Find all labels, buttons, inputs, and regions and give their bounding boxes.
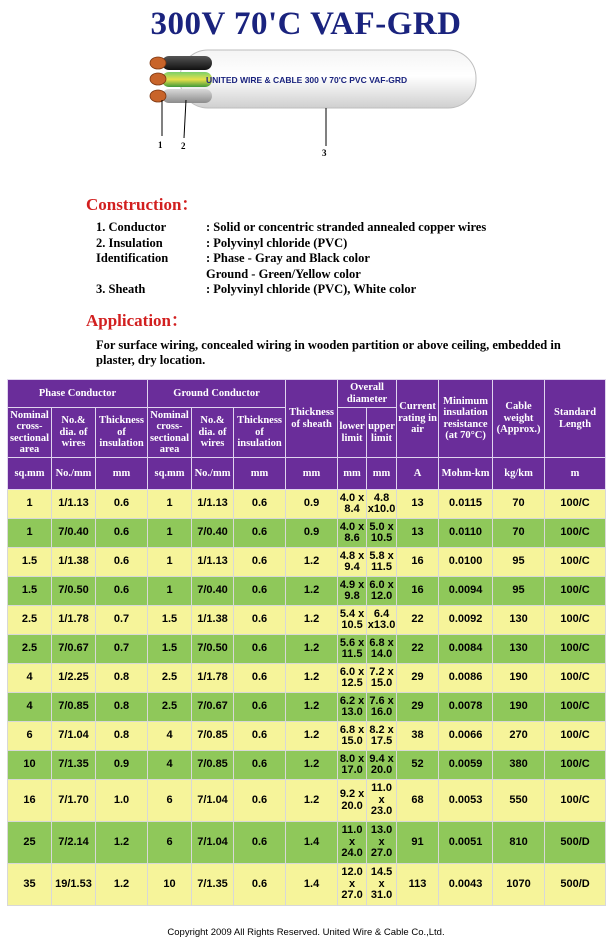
table-cell: 0.0094 (439, 577, 493, 606)
table-cell: 1.2 (286, 606, 338, 635)
table-row (8, 606, 606, 635)
table-cell: 1/1.13 (192, 548, 234, 577)
table-cell: 100/C (545, 519, 606, 548)
construction-list (96, 220, 486, 298)
table-cell: 130 (493, 606, 545, 635)
header-current-rating: Current rating in air (397, 380, 439, 458)
table-row (8, 577, 606, 606)
table-row (8, 664, 606, 693)
table-cell: 4 (148, 751, 192, 780)
header-phase-conductor: Phase Conductor (8, 380, 148, 408)
table-cell: 7.6 x 16.0 (367, 693, 397, 722)
table-cell: 1.2 (286, 577, 338, 606)
table-row (8, 548, 606, 577)
table-cell: 0.0059 (439, 751, 493, 780)
table-cell: 1.4 (286, 822, 338, 864)
table-cell: 10 (8, 751, 52, 780)
table-cell: 7/1.04 (52, 722, 96, 751)
table-cell: 0.8 (96, 722, 148, 751)
table-cell: 5.0 x 10.5 (367, 519, 397, 548)
table-cell: 0.6 (234, 822, 286, 864)
table-cell: 95 (493, 548, 545, 577)
table-cell: 380 (493, 751, 545, 780)
table-cell: 1.5 (148, 635, 192, 664)
table-cell: 0.6 (234, 722, 286, 751)
table-cell: 0.0066 (439, 722, 493, 751)
construction-key: 2. Insulation (96, 235, 163, 250)
table-cell: 1 (148, 577, 192, 606)
table-cell: 1/1.38 (192, 606, 234, 635)
table-cell: 1.2 (96, 822, 148, 864)
table-cell: 95 (493, 577, 545, 606)
table-row (8, 635, 606, 664)
table-cell: 10 (148, 864, 192, 906)
construction-value: : Polyvinyl chloride (PVC) (206, 235, 348, 250)
table-cell: 7/1.04 (192, 822, 234, 864)
table-cell: 1.2 (96, 864, 148, 906)
table-cell: 13.0 x 27.0 (367, 822, 397, 864)
header-thickness-sheath: Thickness of sheath (286, 380, 338, 458)
table-cell: 2.5 (148, 664, 192, 693)
callout-2: 2 (181, 141, 186, 151)
unit-mm: mm (338, 458, 367, 490)
header-overall-diameter: Overall diameter (338, 380, 397, 408)
table-cell: 13 (397, 490, 439, 519)
table-cell: 91 (397, 822, 439, 864)
callout-3: 3 (322, 148, 327, 158)
table-cell: 0.6 (234, 635, 286, 664)
table-cell: 7/0.40 (52, 519, 96, 548)
unit-m: m (545, 458, 606, 490)
application-text: For surface wiring, concealed wiring in wooden partition or above ceiling, embedded in plaster, dry location. (96, 338, 561, 367)
table-cell: 6.8 x 15.0 (338, 722, 367, 751)
table-cell: 1.2 (286, 664, 338, 693)
unit-nomm: No./mm (52, 458, 96, 490)
construction-value: : Phase - Gray and Black color (206, 251, 370, 265)
table-cell: 7/0.40 (192, 577, 234, 606)
table-cell: 0.0092 (439, 606, 493, 635)
table-cell: 1.2 (286, 751, 338, 780)
table-cell: 13 (397, 519, 439, 548)
table-row (8, 693, 606, 722)
table-cell: 0.6 (234, 751, 286, 780)
table-cell: 1 (148, 519, 192, 548)
table-cell: 22 (397, 635, 439, 664)
header-thickness-insulation: Thickness of insulation (234, 408, 286, 458)
table-cell: 4 (8, 693, 52, 722)
table-cell: 14.5 x 31.0 (367, 864, 397, 906)
table-cell: 6.4 x13.0 (367, 606, 397, 635)
table-cell: 0.0078 (439, 693, 493, 722)
callout-1: 1 (158, 140, 163, 150)
table-cell: 9.2 x 20.0 (338, 780, 367, 822)
header-upper-limit: upper limit (367, 408, 397, 458)
table-cell: 100/C (545, 577, 606, 606)
table-row (8, 490, 606, 519)
table-cell: 190 (493, 693, 545, 722)
unit-sqmm: sq.mm (148, 458, 192, 490)
table-cell: 1/1.38 (52, 548, 96, 577)
table-cell: 6.0 x 12.0 (367, 577, 397, 606)
table-cell: 0.0115 (439, 490, 493, 519)
table-cell: 1.4 (286, 864, 338, 906)
table-cell: 100/C (545, 722, 606, 751)
construction-row (96, 282, 486, 298)
table-cell: 0.6 (96, 490, 148, 519)
table-cell: 6 (8, 722, 52, 751)
table-cell: 1/1.13 (192, 490, 234, 519)
construction-value: : Polyvinyl chloride (PVC), White color (206, 282, 417, 296)
construction-heading: Construction： (86, 195, 199, 214)
table-cell: 1.2 (286, 635, 338, 664)
table-cell: 0.6 (234, 864, 286, 906)
table-row (8, 864, 606, 906)
table-cell: 1 (8, 519, 52, 548)
table-cell: 0.6 (234, 664, 286, 693)
table-cell: 1070 (493, 864, 545, 906)
header-wires: No.& dia. of wires (52, 408, 96, 458)
unit-mohm-km: Mohm-km (439, 458, 493, 490)
header-area: Nominal cross-sectional area (148, 408, 192, 458)
table-row (8, 519, 606, 548)
table-cell: 11.0 x 23.0 (367, 780, 397, 822)
unit-kgkm: kg/km (493, 458, 545, 490)
table-cell: 1 (148, 548, 192, 577)
table-cell: 100/C (545, 606, 606, 635)
table-cell: 1.5 (8, 548, 52, 577)
table-cell: 0.0084 (439, 635, 493, 664)
table-cell: 100/C (545, 780, 606, 822)
table-cell: 7/0.67 (192, 693, 234, 722)
table-cell: 100/C (545, 693, 606, 722)
copyright-notice: Copyright 2009 All Rights Reserved. United Wire & Cable Co.,Ltd. (167, 927, 445, 938)
table-cell: 0.0086 (439, 664, 493, 693)
table-cell: 4.8 x 9.4 (338, 548, 367, 577)
table-row (8, 780, 606, 822)
table-cell: 0.9 (286, 490, 338, 519)
table-cell: 68 (397, 780, 439, 822)
header-lower-limit: lower limit (338, 408, 367, 458)
table-cell: 0.7 (96, 635, 148, 664)
page-title: 300V 70'C VAF-GRD (150, 6, 462, 42)
header-wires: No.& dia. of wires (192, 408, 234, 458)
table-cell: 35 (8, 864, 52, 906)
table-cell: 38 (397, 722, 439, 751)
header-area: Nominal cross-sectional area (8, 408, 52, 458)
unit-nomm: No./mm (192, 458, 234, 490)
table-row (8, 751, 606, 780)
table-cell: 0.8 (96, 664, 148, 693)
table-cell: 6.0 x 12.5 (338, 664, 367, 693)
construction-row (96, 220, 486, 236)
construction-key: Identification (96, 251, 169, 265)
table-cell: 1.5 (8, 577, 52, 606)
table-cell: 9.4 x 20.0 (367, 751, 397, 780)
table-cell: 7/1.35 (52, 751, 96, 780)
table-cell: 100/C (545, 664, 606, 693)
table-cell: 7/0.40 (192, 519, 234, 548)
table-cell: 7.2 x 15.0 (367, 664, 397, 693)
table-cell: 7/0.85 (192, 722, 234, 751)
unit-ampere: A (397, 458, 439, 490)
table-cell: 6.8 x 14.0 (367, 635, 397, 664)
table-cell: 12.0 x 27.0 (338, 864, 367, 906)
table-cell: 0.0053 (439, 780, 493, 822)
table-cell: 7/2.14 (52, 822, 96, 864)
unit-mm: mm (286, 458, 338, 490)
table-cell: 0.8 (96, 693, 148, 722)
table-cell: 0.6 (96, 519, 148, 548)
table-cell: 1/1.78 (192, 664, 234, 693)
table-cell: 0.6 (96, 577, 148, 606)
table-cell: 5.4 x 10.5 (338, 606, 367, 635)
table-cell: 270 (493, 722, 545, 751)
table-cell: 100/C (545, 490, 606, 519)
table-cell: 4.0 x 8.4 (338, 490, 367, 519)
header-ground-conductor: Ground Conductor (148, 380, 286, 408)
table-cell: 0.9 (286, 519, 338, 548)
table-cell: 5.6 x 11.5 (338, 635, 367, 664)
unit-mm: mm (367, 458, 397, 490)
table-row (8, 822, 606, 864)
table-cell: 1.2 (286, 722, 338, 751)
table-cell: 0.6 (234, 519, 286, 548)
table-cell: 0.6 (96, 548, 148, 577)
table-cell: 22 (397, 606, 439, 635)
table-cell: 0.6 (234, 780, 286, 822)
table-cell: 6 (148, 780, 192, 822)
table-cell: 113 (397, 864, 439, 906)
table-cell: 1/1.78 (52, 606, 96, 635)
spec-table (7, 379, 606, 906)
table-cell: 4.8 x10.0 (367, 490, 397, 519)
table-cell: 19/1.53 (52, 864, 96, 906)
construction-row (96, 251, 486, 267)
table-cell: 7/0.50 (52, 577, 96, 606)
table-cell: 16 (8, 780, 52, 822)
table-cell: 0.6 (234, 490, 286, 519)
table-cell: 1 (8, 490, 52, 519)
unit-mm: mm (96, 458, 148, 490)
table-cell: 1/1.13 (52, 490, 96, 519)
unit-sqmm: sq.mm (8, 458, 52, 490)
table-cell: 1.2 (286, 780, 338, 822)
application-heading: Application： (86, 311, 189, 330)
construction-value: : Solid or concentric stranded annealed copper wires (206, 220, 487, 234)
table-cell: 7/0.85 (52, 693, 96, 722)
table-cell: 2.5 (8, 635, 52, 664)
table-cell: 4.9 x 9.8 (338, 577, 367, 606)
table-cell: 0.0110 (439, 519, 493, 548)
table-cell: 500/D (545, 822, 606, 864)
table-cell: 810 (493, 822, 545, 864)
construction-key: 1. Conductor (96, 220, 167, 234)
table-cell: 70 (493, 519, 545, 548)
table-cell: 16 (397, 548, 439, 577)
table-cell: 4 (148, 722, 192, 751)
table-cell: 7/0.85 (192, 751, 234, 780)
table-cell: 2.5 (148, 693, 192, 722)
table-cell: 6 (148, 822, 192, 864)
table-cell: 6.2 x 13.0 (338, 693, 367, 722)
table-cell: 29 (397, 664, 439, 693)
table-cell: 8.2 x 17.5 (367, 722, 397, 751)
table-cell: 0.0043 (439, 864, 493, 906)
table-cell: 52 (397, 751, 439, 780)
header-cable-weight: Cable weight (Approx.) (493, 380, 545, 458)
table-cell: 7/1.04 (192, 780, 234, 822)
header-min-insulation: Minimum insulation resistance (at 70°C) (439, 380, 493, 458)
table-cell: 0.6 (234, 693, 286, 722)
construction-row (96, 267, 486, 283)
table-cell: 0.6 (234, 606, 286, 635)
table-cell: 100/C (545, 548, 606, 577)
table-cell: 4.0 x 8.6 (338, 519, 367, 548)
table-cell: 29 (397, 693, 439, 722)
table-cell: 70 (493, 490, 545, 519)
table-cell: 190 (493, 664, 545, 693)
cable-illustration (140, 48, 480, 158)
table-cell: 1.2 (286, 548, 338, 577)
unit-mm: mm (234, 458, 286, 490)
construction-key (96, 267, 206, 283)
table-cell: 100/C (545, 751, 606, 780)
header-standard-length: Standard Length (545, 380, 606, 458)
cable-print-text: UNITED WIRE & CABLE 300 V 70'C PVC VAF-GRD (206, 75, 408, 85)
table-cell: 1 (148, 490, 192, 519)
table-cell: 5.8 x 11.5 (367, 548, 397, 577)
table-cell: 1.2 (286, 693, 338, 722)
table-cell: 0.0051 (439, 822, 493, 864)
construction-key: 3. Sheath (96, 282, 146, 296)
table-cell: 0.6 (234, 577, 286, 606)
table-cell: 7/0.67 (52, 635, 96, 664)
table-cell: 0.0100 (439, 548, 493, 577)
table-cell: 8.0 x 17.0 (338, 751, 367, 780)
table-row (8, 722, 606, 751)
table-cell: 7/1.70 (52, 780, 96, 822)
table-cell: 11.0 x 24.0 (338, 822, 367, 864)
construction-value: Ground - Green/Yellow color (206, 266, 361, 281)
table-cell: 2.5 (8, 606, 52, 635)
table-cell: 7/1.35 (192, 864, 234, 906)
table-cell: 0.7 (96, 606, 148, 635)
table-cell: 500/D (545, 864, 606, 906)
table-cell: 25 (8, 822, 52, 864)
table-cell: 100/C (545, 635, 606, 664)
table-cell: 1.5 (148, 606, 192, 635)
table-cell: 1.0 (96, 780, 148, 822)
table-cell: 0.9 (96, 751, 148, 780)
table-cell: 550 (493, 780, 545, 822)
table-cell: 7/0.50 (192, 635, 234, 664)
table-cell: 130 (493, 635, 545, 664)
table-cell: 1/2.25 (52, 664, 96, 693)
header-thickness-insulation: Thickness of insulation (96, 408, 148, 458)
table-cell: 16 (397, 577, 439, 606)
construction-row (96, 236, 486, 252)
table-cell: 4 (8, 664, 52, 693)
table-cell: 0.6 (234, 548, 286, 577)
